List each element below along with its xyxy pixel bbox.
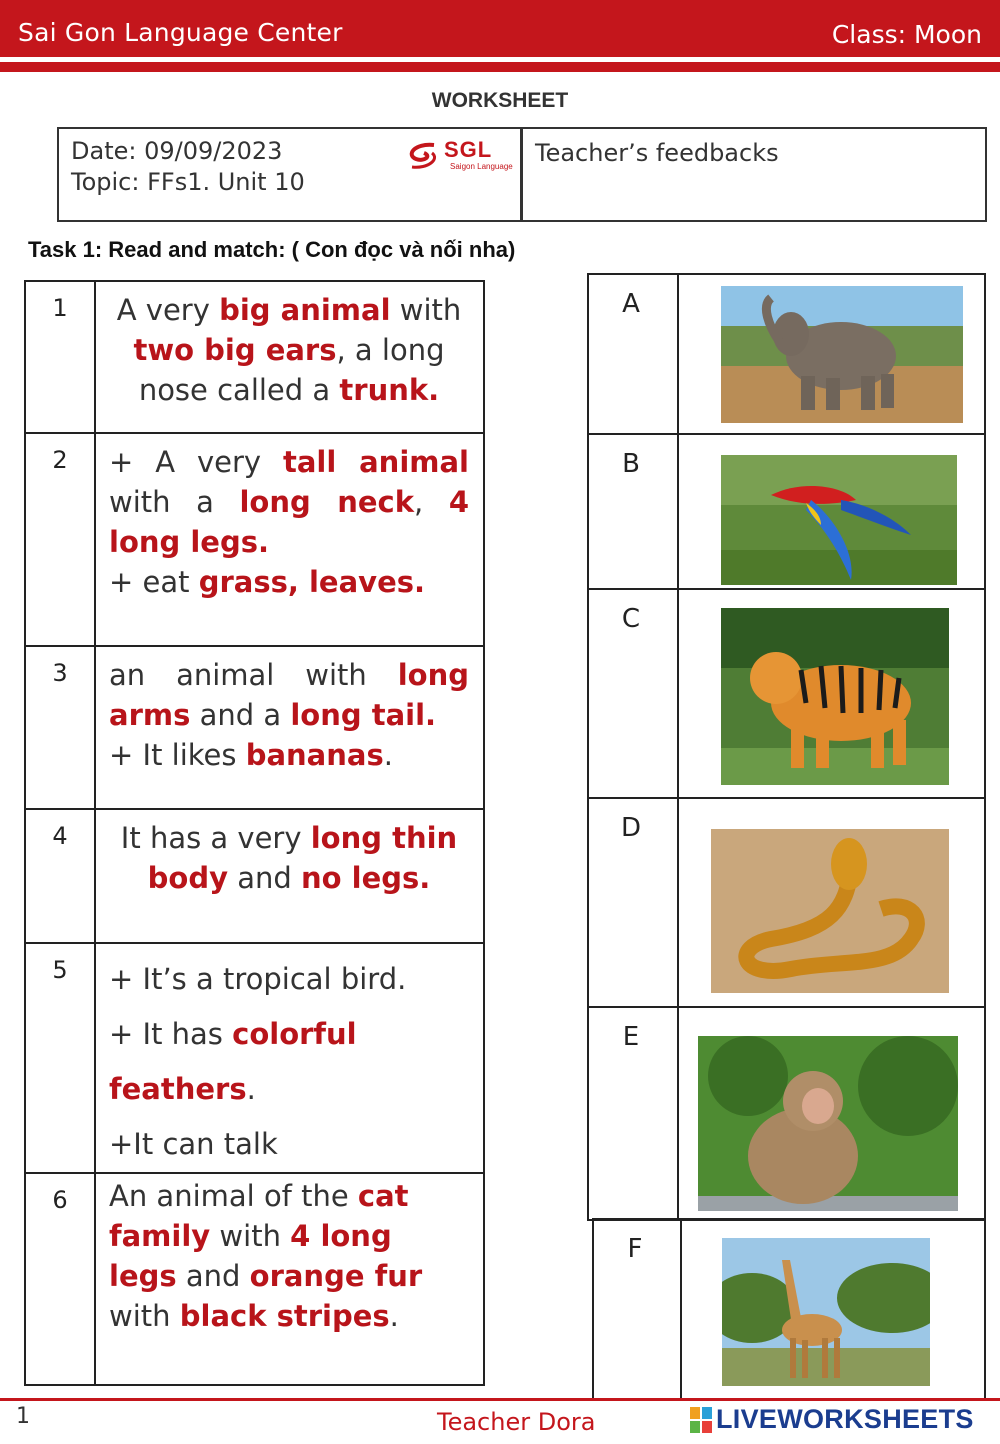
- logo-subtext: Saigon Language: [450, 162, 513, 171]
- picture-letter: B: [588, 434, 678, 589]
- pictures-table-f: [592, 1218, 986, 1400]
- highlight-text: black stripes: [179, 1299, 390, 1333]
- row-number: 1: [25, 281, 95, 433]
- logo-text: SGL: [444, 137, 493, 162]
- row-number: 5: [25, 943, 95, 1173]
- sgl-logo: [404, 137, 519, 173]
- plain-text: + A very: [109, 445, 283, 479]
- plain-text: It has a very: [120, 821, 311, 855]
- picture-row: [588, 1007, 985, 1220]
- picture-cell: [681, 1219, 985, 1399]
- highlight-text: long thin body: [147, 821, 458, 895]
- plain-text: with: [390, 293, 462, 327]
- row-number: 2: [25, 433, 95, 646]
- highlight-text: colorful: [232, 1017, 357, 1051]
- description-row: [25, 646, 484, 809]
- picture-cell: [678, 1007, 985, 1220]
- plain-text: + It likes: [109, 738, 246, 772]
- highlight-text: cat family: [109, 1179, 409, 1253]
- plain-text: and: [176, 1259, 250, 1293]
- picture-letter: E: [588, 1007, 678, 1220]
- liveworksheets-text: LIVEWORKSHEETS: [716, 1404, 974, 1434]
- feedback-label: Teacher’s feedbacks: [535, 139, 779, 167]
- highlight-text: 4 long legs: [109, 1219, 392, 1293]
- parrot-image: [721, 455, 957, 585]
- highlight-text: bananas: [245, 738, 384, 772]
- highlight-text: tall animal: [283, 445, 469, 479]
- highlight-text: no legs.: [301, 861, 431, 895]
- plain-text: with: [210, 1219, 291, 1253]
- picture-row: [588, 434, 985, 589]
- sgl-swoosh-icon: [404, 141, 444, 171]
- giraffe-image: [722, 1238, 930, 1386]
- pictures-table: [587, 273, 986, 1221]
- plain-text: and: [228, 861, 302, 895]
- picture-cell: [678, 798, 985, 1007]
- plain-text: .: [246, 1072, 256, 1106]
- elephant-image: [721, 286, 963, 423]
- liveworksheets-icon: [690, 1407, 712, 1433]
- plain-text: + It has: [109, 1017, 233, 1051]
- highlight-text: big animal: [219, 293, 391, 327]
- row-number: 6: [25, 1173, 95, 1385]
- picture-row: [588, 589, 985, 798]
- center-name: Sai Gon Language Center: [18, 18, 343, 47]
- highlight-text: long arms: [109, 658, 469, 732]
- plain-text: with: [109, 1299, 180, 1333]
- highlight-text: 4 long legs.: [109, 485, 470, 559]
- footer-divider: [0, 1398, 1000, 1401]
- picture-letter: A: [588, 274, 678, 434]
- description-row: [25, 1173, 484, 1385]
- description-text: [95, 1173, 484, 1385]
- monkey-image: [698, 1036, 958, 1211]
- plain-text: with a: [109, 485, 240, 519]
- row-number: 4: [25, 809, 95, 943]
- tiger-image: [721, 608, 949, 785]
- highlight-text: trunk.: [339, 373, 440, 407]
- highlight-text: feathers: [109, 1072, 247, 1106]
- description-row: [25, 281, 484, 433]
- class-label: Class: Moon: [831, 20, 982, 49]
- description-row: [25, 433, 484, 646]
- description-row: [25, 943, 484, 1173]
- picture-cell: [678, 434, 985, 589]
- row-number: 3: [25, 646, 95, 809]
- plain-text: + eat: [109, 565, 199, 599]
- picture-row: [588, 798, 985, 1007]
- highlight-text: long neck: [239, 485, 415, 519]
- teacher-name: Teacher Dora: [437, 1408, 596, 1436]
- plain-text: +It can talk: [109, 1127, 278, 1161]
- highlight-text: orange fur: [249, 1259, 423, 1293]
- picture-letter: F: [593, 1219, 681, 1399]
- task-title: Task 1: Read and match: ( Con đọc và nối nha): [28, 237, 516, 262]
- plain-text: .: [383, 738, 393, 772]
- topic-text: Topic: FFs1. Unit 10: [71, 168, 305, 196]
- plain-text: and a: [190, 698, 291, 732]
- plain-text: an animal with: [109, 658, 398, 692]
- header-divider: [0, 62, 1000, 72]
- description-text: [95, 646, 484, 809]
- header-bar: [0, 0, 1000, 57]
- plain-text: , a long nose called a: [138, 333, 445, 407]
- highlight-text: two big ears: [133, 333, 337, 367]
- worksheet-title: WORKSHEET: [431, 89, 569, 112]
- plain-text: An animal of the: [109, 1179, 358, 1213]
- description-text: [95, 809, 484, 943]
- descriptions-table: [24, 280, 485, 1386]
- description-text: [95, 943, 484, 1173]
- picture-letter: D: [588, 798, 678, 1007]
- picture-cell: [678, 274, 985, 434]
- plain-text: .: [389, 1299, 399, 1333]
- highlight-text: grass, leaves.: [198, 565, 426, 599]
- plain-text: ,: [414, 485, 449, 519]
- picture-row: [588, 274, 985, 434]
- plain-text: + It’s a tropical bird.: [109, 962, 407, 996]
- description-text: [95, 433, 484, 646]
- plain-text: A very: [116, 293, 220, 327]
- date-text: Date: 09/09/2023: [71, 137, 283, 165]
- picture-cell: [678, 589, 985, 798]
- picture-letter: C: [588, 589, 678, 798]
- description-text: [95, 281, 484, 433]
- info-box: [57, 127, 522, 222]
- highlight-text: long tail.: [290, 698, 437, 732]
- picture-row: [593, 1219, 985, 1399]
- snake-image: [711, 829, 949, 993]
- page-number: 1: [16, 1404, 30, 1429]
- feedback-box: [521, 127, 987, 222]
- description-row: [25, 809, 484, 943]
